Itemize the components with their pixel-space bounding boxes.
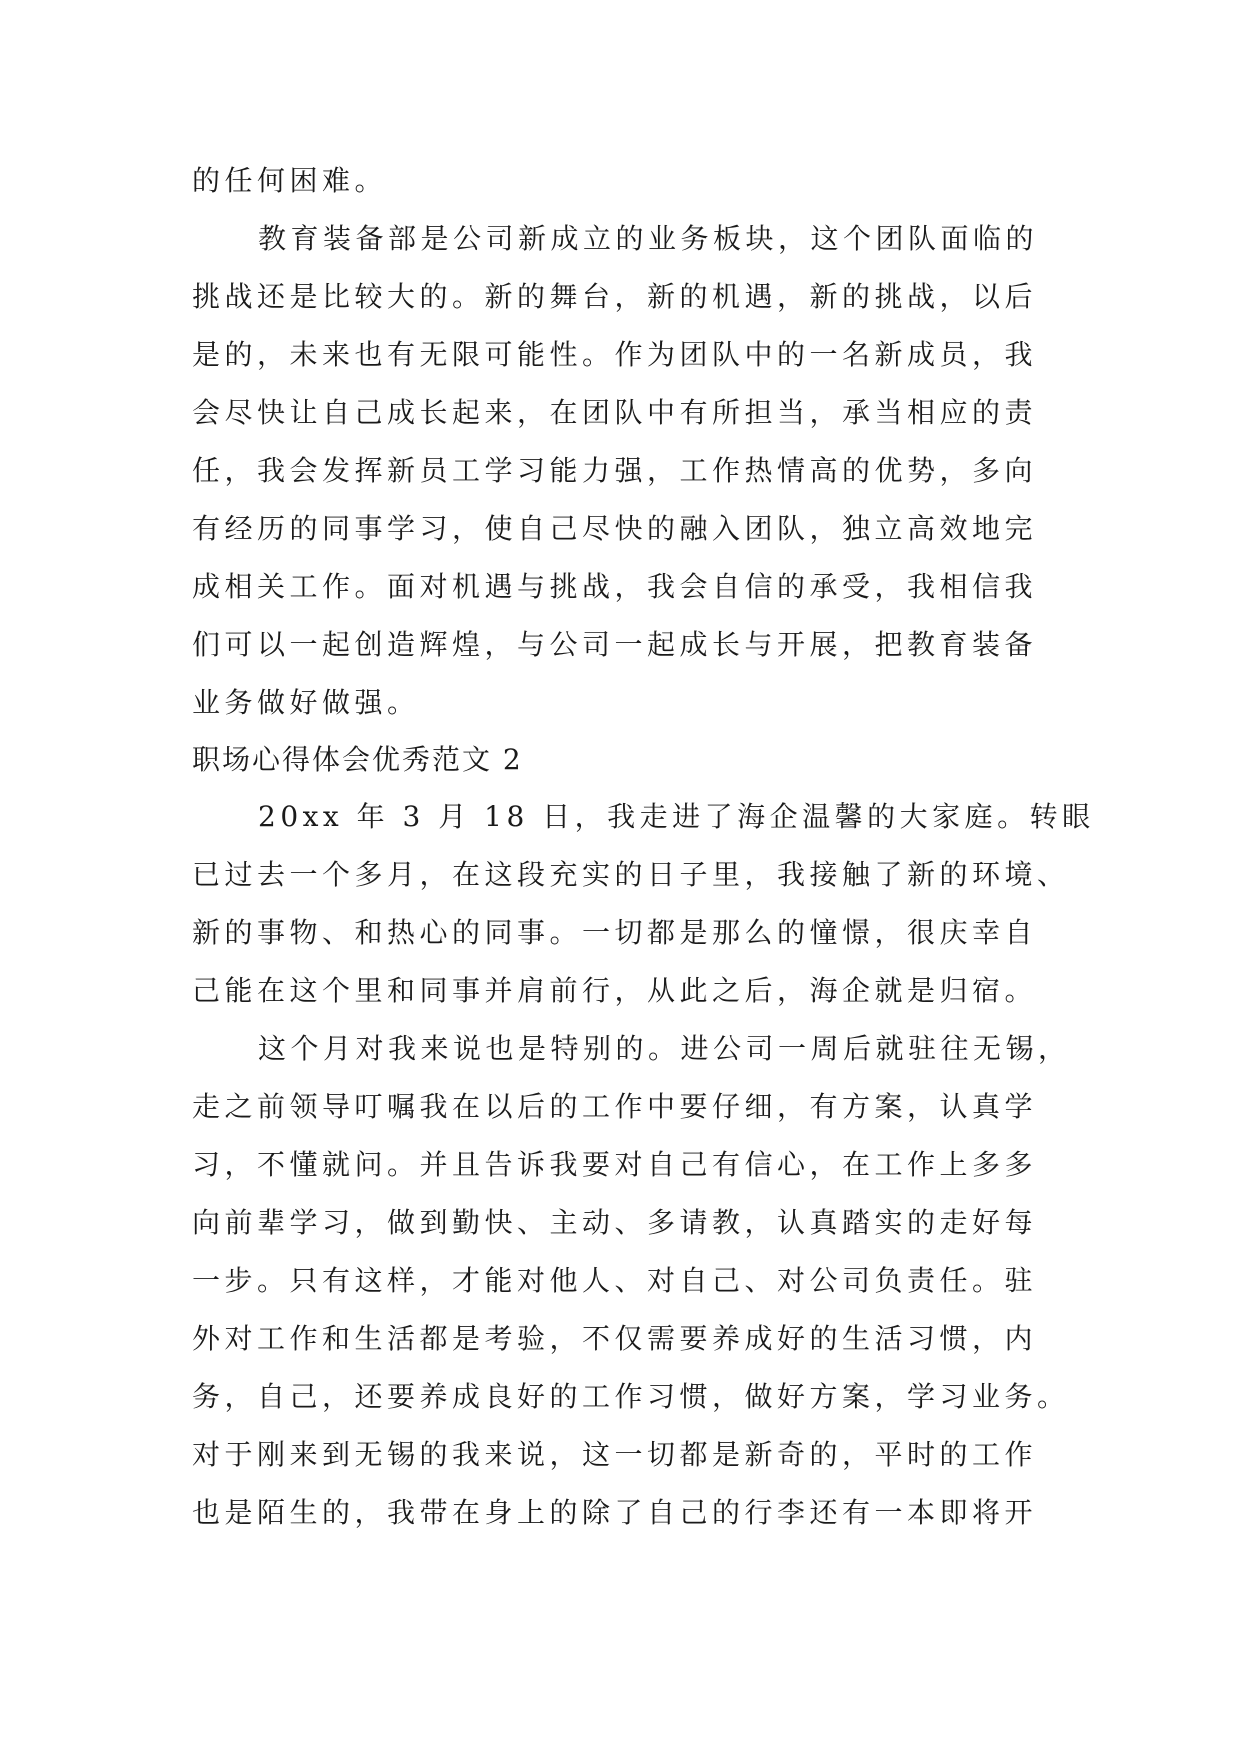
paragraph-line: 有经历的同事学习，使自己尽快的融入团队，独立高效地完: [192, 512, 1038, 545]
paragraph-line: 是的，未来也有无限可能性。作为团队中的一名新成员，我: [192, 338, 1038, 371]
paragraph-line: 会尽快让自己成长起来，在团队中有所担当，承当相应的责: [192, 396, 1038, 429]
document-body: [192, 152, 1095, 1542]
paragraph-line: 挑战还是比较大的。新的舞台，新的机遇，新的挑战，以后: [192, 280, 1038, 313]
paragraph-line: 也是陌生的，我带在身上的除了自己的行李还有一本即将开: [192, 1496, 1038, 1529]
paragraph-line: 任，我会发挥新员工学习能力强，工作热情高的优势，多向: [192, 454, 1038, 487]
paragraph-line: 成相关工作。面对机遇与挑战，我会自信的承受，我相信我: [192, 570, 1038, 603]
paragraph-line: 20xx 年 3 月 18 日，我走进了海企温馨的大家庭。转眼: [258, 800, 1095, 833]
paragraph-line: 对于刚来到无锡的我来说，这一切都是新奇的，平时的工作: [192, 1438, 1038, 1471]
paragraph-line: 已过去一个多月，在这段充实的日子里，我接触了新的环境、: [192, 858, 1070, 891]
paragraph-line: 业务做好做强。: [192, 686, 420, 719]
paragraph-line: 向前辈学习，做到勤快、主动、多请教，认真踏实的走好每: [192, 1206, 1038, 1239]
paragraph-line: 走之前领导叮嘱我在以后的工作中要仔细，有方案，认真学: [192, 1090, 1038, 1123]
paragraph-line: 己能在这个里和同事并肩前行，从此之后，海企就是归宿。: [192, 974, 1038, 1007]
paragraph-line: 这个月对我来说也是特别的。进公司一周后就驻往无锡，: [258, 1032, 1071, 1065]
paragraph-line: 一步。只有这样，才能对他人、对自己、对公司负责任。驻: [192, 1264, 1038, 1297]
section-heading: 职场心得体会优秀范文 2: [192, 743, 523, 776]
paragraph-line: 习，不懂就问。并且告诉我要对自己有信心，在工作上多多: [192, 1148, 1038, 1181]
paragraph-line: 新的事物、和热心的同事。一切都是那么的憧憬，很庆幸自: [192, 916, 1038, 949]
paragraph-line: 外对工作和生活都是考验，不仅需要养成好的生活习惯，内: [192, 1322, 1038, 1355]
paragraph-line: 务，自己，还要养成良好的工作习惯，做好方案，学习业务。: [192, 1380, 1070, 1413]
paragraph-line: 教育装备部是公司新成立的业务板块，这个团队面临的: [258, 222, 1039, 255]
paragraph-line: 们可以一起创造辉煌，与公司一起成长与开展，把教育装备: [192, 628, 1038, 661]
paragraph-line: 的任何困难。: [192, 164, 388, 197]
